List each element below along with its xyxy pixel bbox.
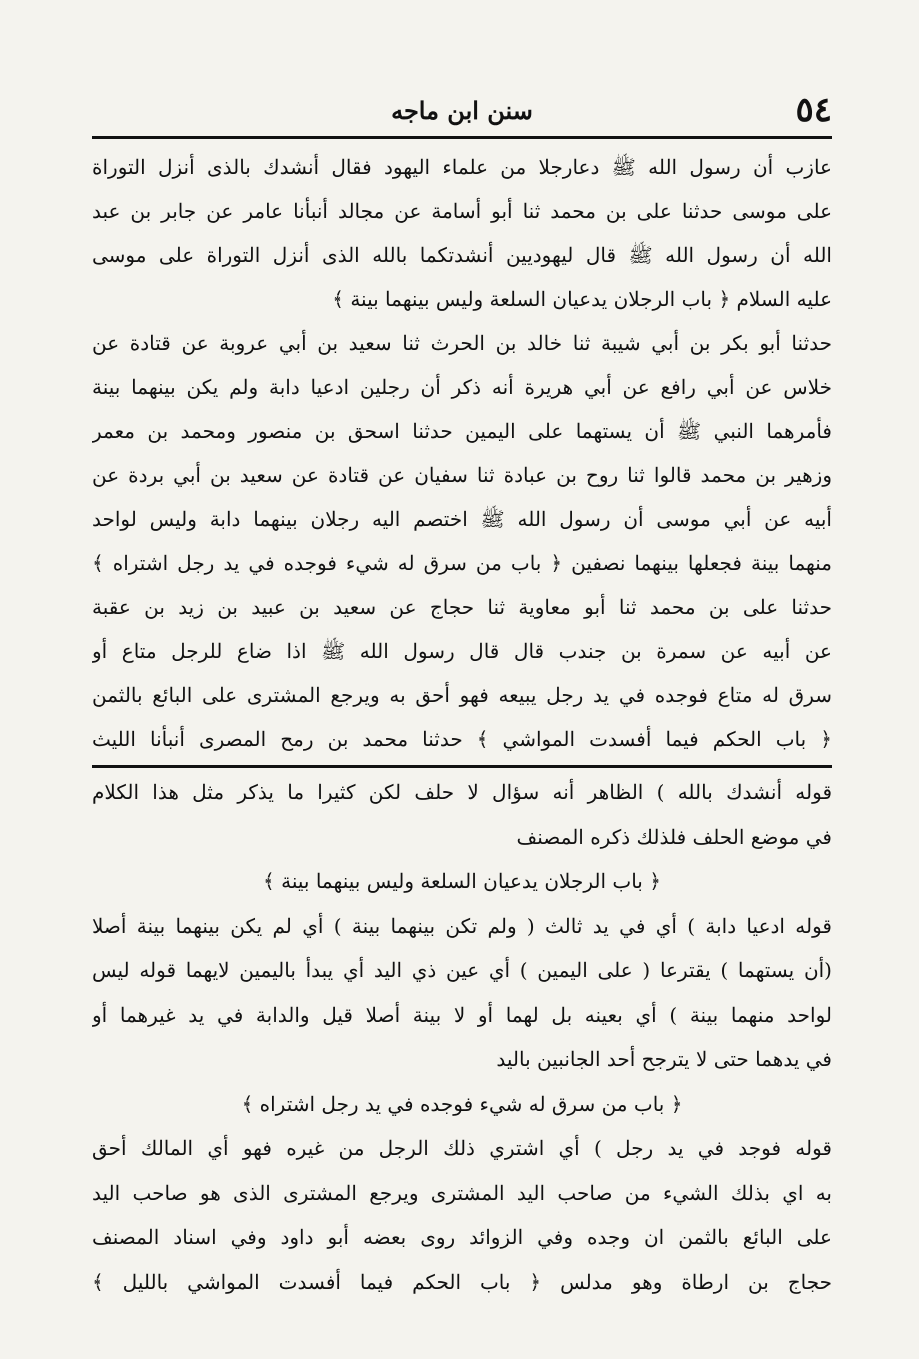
main-text bbox=[92, 145, 832, 761]
text-line: عازب أن رسول الله ﷺ دعارجلا من علماء اليهود فقال أنشدك بالذى أنزل التوراة bbox=[92, 155, 832, 179]
commentary-line: قوله فوجد في يد رجل ) أي اشتري ذلك الرجل من غيره فهو أي المالك أحق bbox=[92, 1136, 832, 1160]
text-line: منهما بينة فجعلها بينهما نصفين ﴿ باب من سرق له شيء فوجده في يد رجل اشتراه ﴾ bbox=[92, 551, 832, 575]
commentary-line: في موضع الحلف فلذلك ذكره المصنف bbox=[516, 824, 832, 849]
commentary-heading: ﴿ باب الرجلان يدعيان السلعة وليس بينهما بينة ﴾ bbox=[263, 869, 661, 893]
text-line: على موسى حدثنا على بن محمد ثنا أبو أسامة عن مجالد أنبأنا عامر عن جابر بن عبد bbox=[92, 199, 832, 223]
commentary-line: قوله ادعيا دابة ) أي في يد ثالث ( ولم تكن بينهما بينة ) أي لم يكن بينهما بينة أصلا bbox=[92, 913, 832, 938]
chapter-heading-line: عليه السلام ﴿ باب الرجلان يدعيان السلعة وليس بينهما بينة ﴾ bbox=[332, 287, 832, 311]
commentary-line: قوله أنشدك بالله ) الظاهر أنه سؤال لا حلف لكن كثيرا ما يذكر مثل هذا الكلام bbox=[92, 780, 832, 804]
commentary-heading: ﴿ باب من سرق له شيء فوجده في يد رجل اشتراه ﴾ bbox=[241, 1091, 683, 1116]
commentary-line: لواحد منهما بينة ) أي بعينه بل لهما أو لا بينة أصلا قيل والدابة في يد غيرهما أو bbox=[92, 1002, 832, 1027]
text-line: حدثنا أبو بكر بن أبي شيبة ثنا خالد بن الحرث ثنا سعيد بن أبي عروبة عن قتادة عن bbox=[92, 331, 832, 355]
page-number: ٥٤ bbox=[795, 90, 832, 130]
commentary-line: حجاج بن ارطاة وهو مدلس ﴿ باب الحكم فيما أفسدت المواشي بالليل ﴾ bbox=[92, 1269, 832, 1294]
running-title: سنن ابن ماجه bbox=[391, 96, 533, 125]
text-line: الله أن رسول الله ﷺ قال ليهوديين أنشدتكما بالله الذى أنزل التوراة على موسى bbox=[92, 243, 832, 267]
commentary-line: على البائع بالثمن ان وجده وفي الزوائد روى بعضه أبو داود وفي اسناد المصنف bbox=[92, 1225, 832, 1249]
page-header bbox=[92, 88, 832, 139]
text-line: سرق له متاع فوجده في يد رجل يبيعه فهو أحق به ويرجع المشترى على البائع بالثمن bbox=[92, 683, 832, 707]
text-line: أبيه عن أبي موسى أن رسول الله ﷺ اختصم اليه رجلان بينهما دابة وليس لواحد bbox=[92, 507, 832, 531]
commentary-line: به اي بذلك الشيء من صاحب اليد المشترى ويرجع المشترى الذى هو صاحب اليد bbox=[92, 1180, 832, 1205]
text-line: خلاس عن أبي رافع عن أبي هريرة أنه ذكر أن رجلين ادعيا دابة ولم يكن بينهما بينة bbox=[92, 375, 832, 399]
document-page bbox=[92, 88, 832, 1333]
text-line: عن أبيه عن سمرة بن جندب قال قال رسول الله ﷺ اذا ضاع للرجل متاع أو bbox=[92, 639, 832, 663]
commentary-line: في يدهما حتى لا يترجح أحد الجانبين باليد bbox=[496, 1047, 832, 1071]
commentary-line: (أن يستهما ) يقترعا ( على اليمين ) أي عين ذي اليد أي يبدأ باليمين لايهما قوله ليس bbox=[92, 958, 832, 982]
text-line: ﴿ باب الحكم فيما أفسدت المواشي ﴾ حدثنا محمد بن رمح المصرى أنبأنا الليث bbox=[92, 727, 832, 751]
text-line: وزهير بن محمد قالوا ثنا روح بن عبادة ثنا سفيان عن قتادة عن سعيد بن أبي بردة عن bbox=[92, 463, 832, 487]
commentary-text bbox=[92, 770, 832, 1304]
text-line: فأمرهما النبي ﷺ أن يستهما على اليمين حدثنا اسحق بن منصور ومحمد بن معمر bbox=[92, 419, 832, 443]
text-line: حدثنا على بن محمد ثنا أبو معاوية ثنا حجاج عن سعيد بن عبيد بن زيد بن عقبة bbox=[92, 595, 832, 619]
commentary-divider bbox=[92, 765, 832, 768]
